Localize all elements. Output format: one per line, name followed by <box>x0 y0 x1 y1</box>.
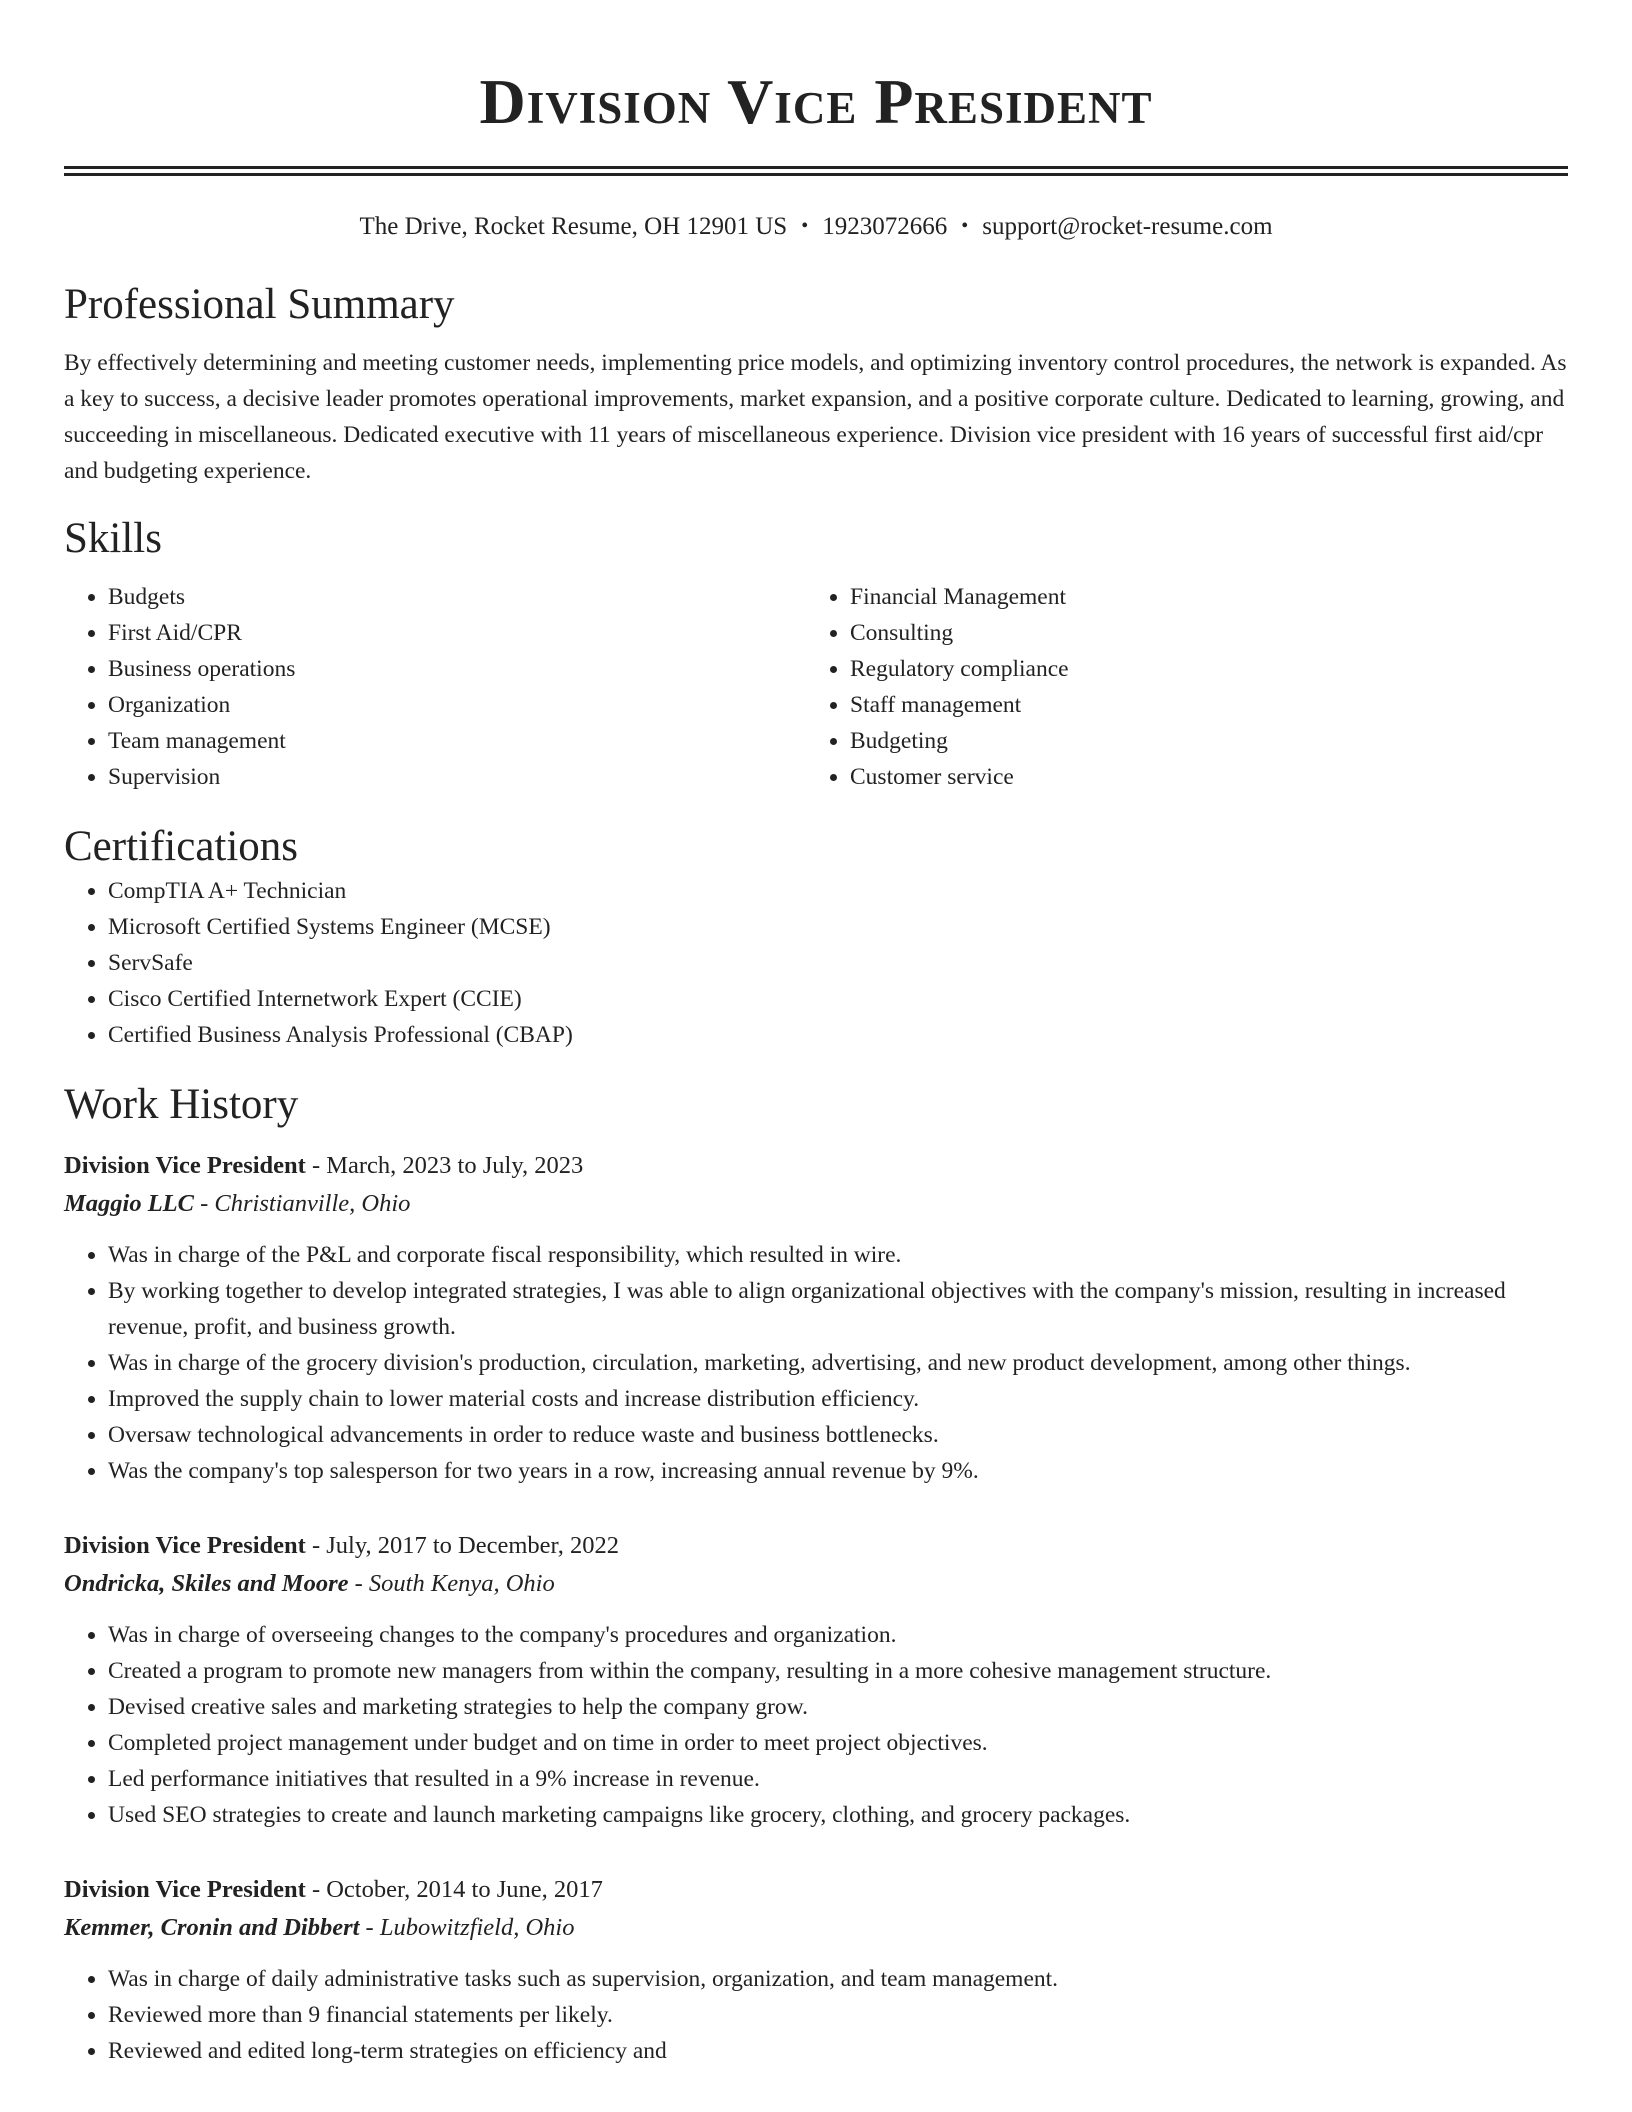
job-bullet: • Reviewed and edited long-term strategies on efficiency and <box>108 2033 1568 2069</box>
skill-item: • Customer service <box>850 759 1548 795</box>
job-bullet: • Devised creative sales and marketing strategies to help the company grow. <box>108 1689 1568 1725</box>
job-bullet: • By working together to develop integrated strategies, I was able to align organizational objectives with the company's mission, resulting in increased revenue, profit, and business growth. <box>108 1273 1568 1345</box>
contact-email: support@rocket-resume.com <box>982 213 1273 240</box>
job-company: Ondricka, Skiles and Moore <box>64 1570 349 1597</box>
job-company-line <box>64 1185 1568 1223</box>
skill-item: • Staff management <box>850 687 1548 723</box>
job-bullet: • Used SEO strategies to create and launch marketing campaigns like grocery, clothing, and grocery packages. <box>108 1797 1568 1833</box>
skills-heading: Skills <box>64 515 162 562</box>
certification-item: • CompTIA A+ Technician <box>108 873 1568 909</box>
job-bullet: • Reviewed more than 9 financial statements per likely. <box>108 1997 1568 2033</box>
skill-item: • Financial Management <box>850 579 1548 615</box>
resume-title: Division Vice President <box>479 66 1153 137</box>
summary-heading: Professional Summary <box>64 281 455 328</box>
job-company-line <box>64 1565 1568 1603</box>
skill-item: • Team management <box>108 723 806 759</box>
job-bullet: • Was in charge of the grocery division's production, circulation, marketing, advertising, and new product development, among other things. <box>108 1345 1568 1381</box>
job-title-line <box>64 1147 1568 1185</box>
job-entry <box>64 1527 1568 1833</box>
skill-item: • Regulatory compliance <box>850 651 1548 687</box>
job-dates: - October, 2014 to June, 2017 <box>305 1876 603 1903</box>
work-history-heading: Work History <box>64 1081 299 1128</box>
job-bullet: • Was in charge of daily administrative tasks such as supervision, organization, and team management. <box>108 1961 1568 1997</box>
job-bullets <box>64 1617 1568 1833</box>
job-company: Kemmer, Cronin and Dibbert <box>64 1914 360 1941</box>
job-bullet: • Led performance initiatives that resulted in a 9% increase in revenue. <box>108 1761 1568 1797</box>
job-entry <box>64 1871 1568 2069</box>
skill-item: • Budgeting <box>850 723 1548 759</box>
resume-page <box>64 0 1568 2069</box>
contact-address: The Drive, Rocket Resume, OH 12901 US <box>359 213 788 240</box>
skill-item: • First Aid/CPR <box>108 615 806 651</box>
job-bullet: • Was in charge of the P&L and corporate fiscal responsibility, which resulted in wire. <box>108 1237 1568 1273</box>
job-entry <box>64 1147 1568 1489</box>
job-role: Division Vice President <box>64 1876 306 1903</box>
job-bullet: • Created a program to promote new managers from within the company, resulting in a more cohesive management structure. <box>108 1653 1568 1689</box>
skill-item: • Organization <box>108 687 806 723</box>
skills-column-left <box>64 579 806 795</box>
contact-phone: 1923072666 <box>822 213 948 240</box>
contact-separator: • <box>961 215 969 237</box>
skill-item: • Consulting <box>850 615 1548 651</box>
certifications-heading: Certifications <box>64 823 299 870</box>
job-bullet: • Was in charge of overseeing changes to the company's procedures and organization. <box>108 1617 1568 1653</box>
job-dates: - July, 2017 to December, 2022 <box>305 1532 619 1559</box>
job-bullet: • Oversaw technological advancements in order to reduce waste and business bottlenecks. <box>108 1417 1568 1453</box>
job-location: - South Kenya, Ohio <box>348 1570 555 1597</box>
certification-item: • Cisco Certified Internetwork Expert (CCIE) <box>108 981 1568 1017</box>
certification-item: • Microsoft Certified Systems Engineer (MCSE) <box>108 909 1568 945</box>
skill-item: • Budgets <box>108 579 806 615</box>
job-location: - Christianville, Ohio <box>194 1190 411 1217</box>
job-bullets <box>64 1237 1568 1489</box>
job-dates: - March, 2023 to July, 2023 <box>305 1152 584 1179</box>
job-title-line <box>64 1871 1568 1909</box>
job-title-line <box>64 1527 1568 1565</box>
job-bullet: • Was the company's top salesperson for two years in a row, increasing annual revenue by 9%. <box>108 1453 1568 1489</box>
job-bullet: • Completed project management under budget and on time in order to meet project objectives. <box>108 1725 1568 1761</box>
skill-item: • Business operations <box>108 651 806 687</box>
certification-item: • Certified Business Analysis Professional (CBAP) <box>108 1017 1568 1053</box>
job-company-line <box>64 1909 1568 1947</box>
job-location: - Lubowitzfield, Ohio <box>359 1914 575 1941</box>
job-company: Maggio LLC <box>64 1190 194 1217</box>
certifications-list <box>64 873 1568 1053</box>
certification-item: • ServSafe <box>108 945 1568 981</box>
job-role: Division Vice President <box>64 1532 306 1559</box>
skills-column-right <box>806 579 1548 795</box>
summary-text: By effectively determining and meeting customer needs, implementing price models, and optimizing inventory control procedures, the network is expanded. As a key to success, a decisive leader promotes operational improvements, market expansion, and a positive corporate culture. Dedicated to learning, growing, and succeeding in miscellaneous. Dedicated executive with 11 years of miscellaneous experience. Division vice president with 16 years of successful first aid/cpr and budgeting experience. <box>64 350 1567 484</box>
skill-item: • Supervision <box>108 759 806 795</box>
job-bullets <box>64 1961 1568 2069</box>
skills-list <box>64 579 1568 795</box>
contact-separator: • <box>801 215 809 237</box>
title-double-rule <box>64 166 1568 176</box>
job-role: Division Vice President <box>64 1152 306 1179</box>
contact-line <box>64 210 1568 243</box>
job-bullet: • Improved the supply chain to lower material costs and increase distribution efficiency. <box>108 1381 1568 1417</box>
